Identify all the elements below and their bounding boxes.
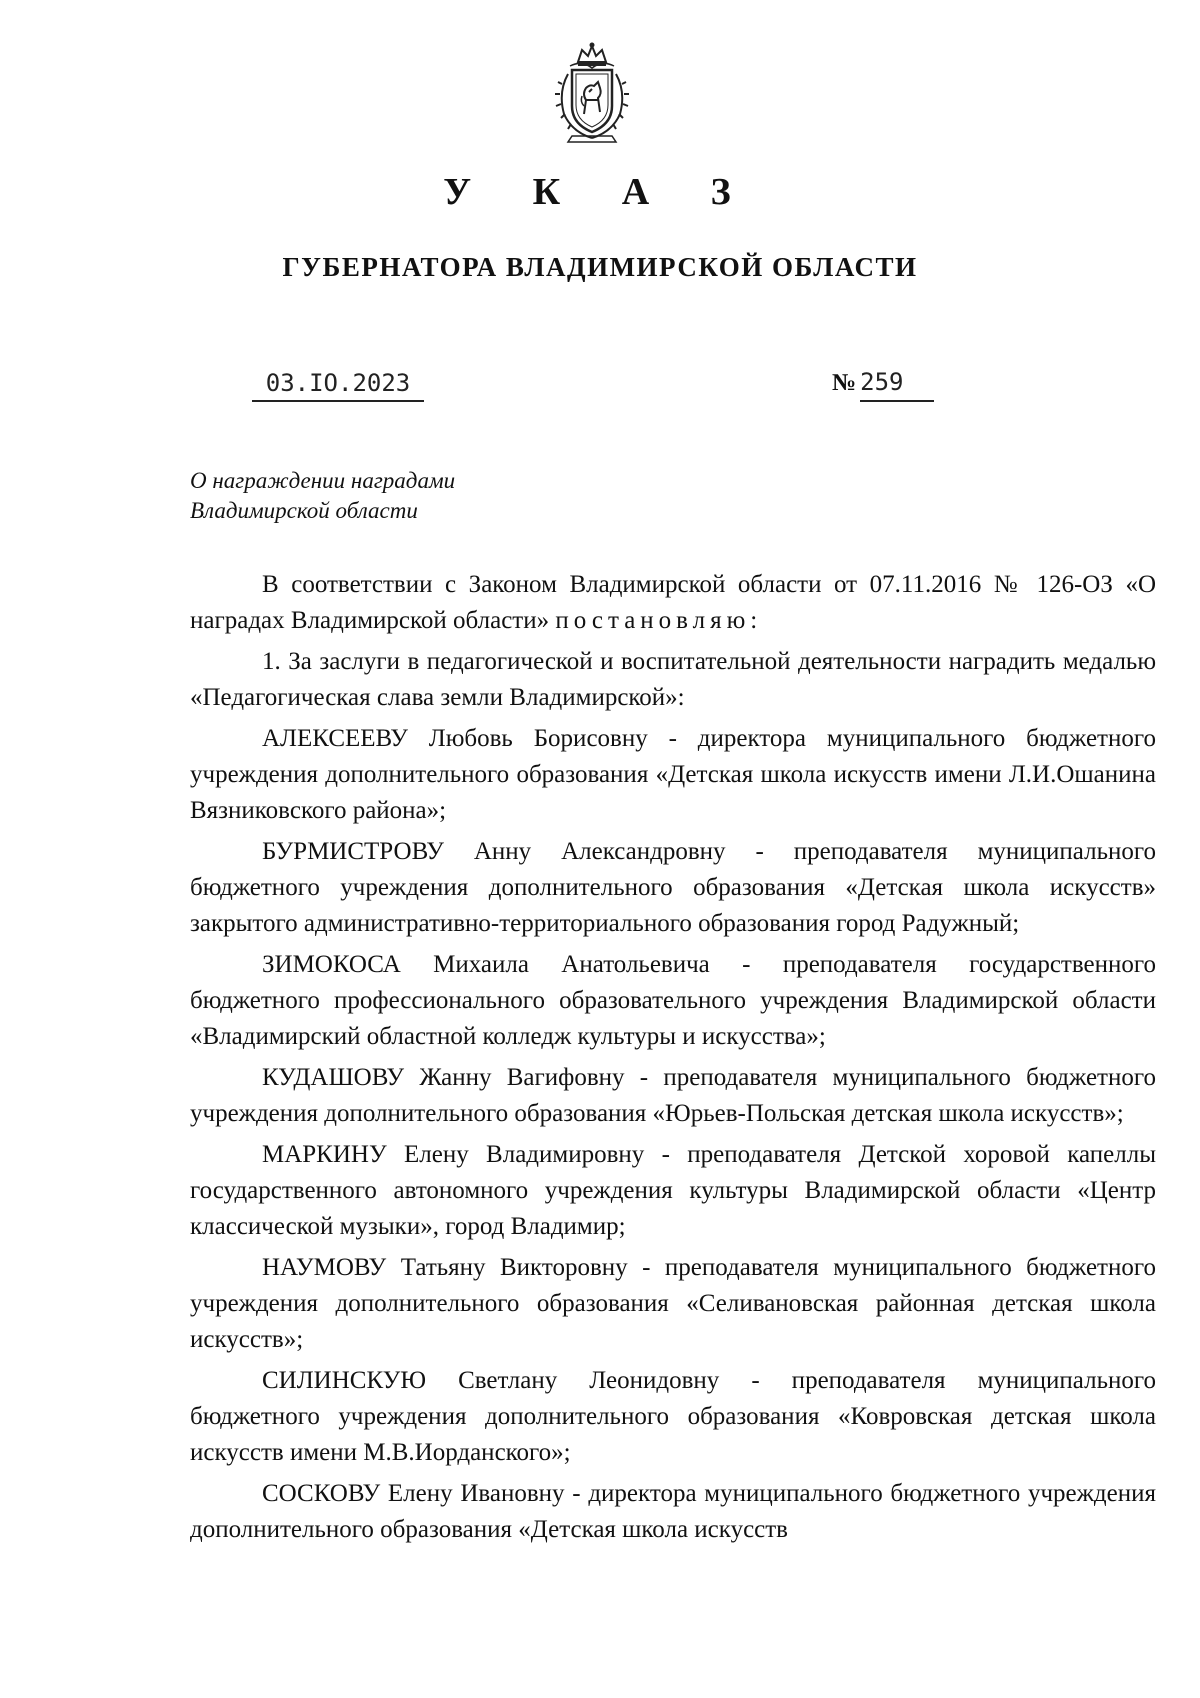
awardee-paragraph: СИЛИНСКУЮ Светлану Леонидовну - преподавателя муниципального бюджетного учреждения дополнительного образования «Ковровская детская школа искусств имени М.В.Иорданского»; [190,1367,1156,1466]
document-date: 03.IO.2023 [252,366,424,402]
number-sign: № [832,370,857,396]
preamble-text: В соответствии с Законом Владимирской области от 07.11.2016 № 126-ОЗ «О наградах Владимирской области» [190,571,1156,634]
awardee-paragraph: МАРКИНУ Елену Владимировну - преподавателя Детской хоровой капеллы государственного автономного учреждения культуры Владимирской области «Центр классической музыки», город Владимир; [190,1141,1156,1240]
awardee-paragraph: ЗИМОКОСА Михаила Анатольевича - преподавателя государственного бюджетного профессионального образовательного учреждения Владимирской области «Владимирский областной колледж культуры и искусства»; [190,951,1156,1050]
awardee-paragraph: КУДАШОВУ Жанну Вагифовну - преподавателя муниципального бюджетного учреждения дополнительного образования «Юрьев-Польская детская школа искусств»; [190,1064,1156,1127]
preamble-verb: постановляю: [555,607,763,634]
preamble-paragraph [190,567,1156,639]
subject-line: Владимирской области [190,498,418,523]
awardee-paragraph: АЛЕКСЕЕВУ Любовь Борисовну - директора муниципального бюджетного учреждения дополнительного образования «Детская школа искусств имени Л.И.Ошанина Вязниковского района»; [190,725,1156,824]
awardee-paragraph: БУРМИСТРОВУ Анну Александровну - преподавателя муниципального бюджетного учреждения дополнительного образования «Детская школа искусств» закрытого административно-территориального образования город Радужный; [190,838,1156,937]
document-body [190,567,1156,1548]
number-value: 259 [860,364,934,402]
item-1-paragraph: 1. За заслуги в педагогической и воспитательной деятельности наградить медалью «Педагогическая слава земли Владимирской»: [190,648,1156,711]
subject-line: О награждении наградами [190,468,456,493]
vladimir-oblast-coat-of-arms-icon [542,40,642,146]
document-number [832,364,934,400]
document-subject [190,466,455,526]
document-issuer: ГУБЕРНАТОРА ВЛАДИМИРСКОЙ ОБЛАСТИ [282,252,918,282]
awardee-paragraph: СОСКОВУ Елену Ивановну - директора муниципального бюджетного учреждения дополнительного образования «Детская школа искусств [190,1480,1156,1543]
document-title: У К А З [443,171,757,213]
awardee-paragraph: НАУМОВУ Татьяну Викторовну - преподавателя муниципального бюджетного учреждения дополнительного образования «Селивановская районная детская школа искусств»; [190,1254,1156,1353]
